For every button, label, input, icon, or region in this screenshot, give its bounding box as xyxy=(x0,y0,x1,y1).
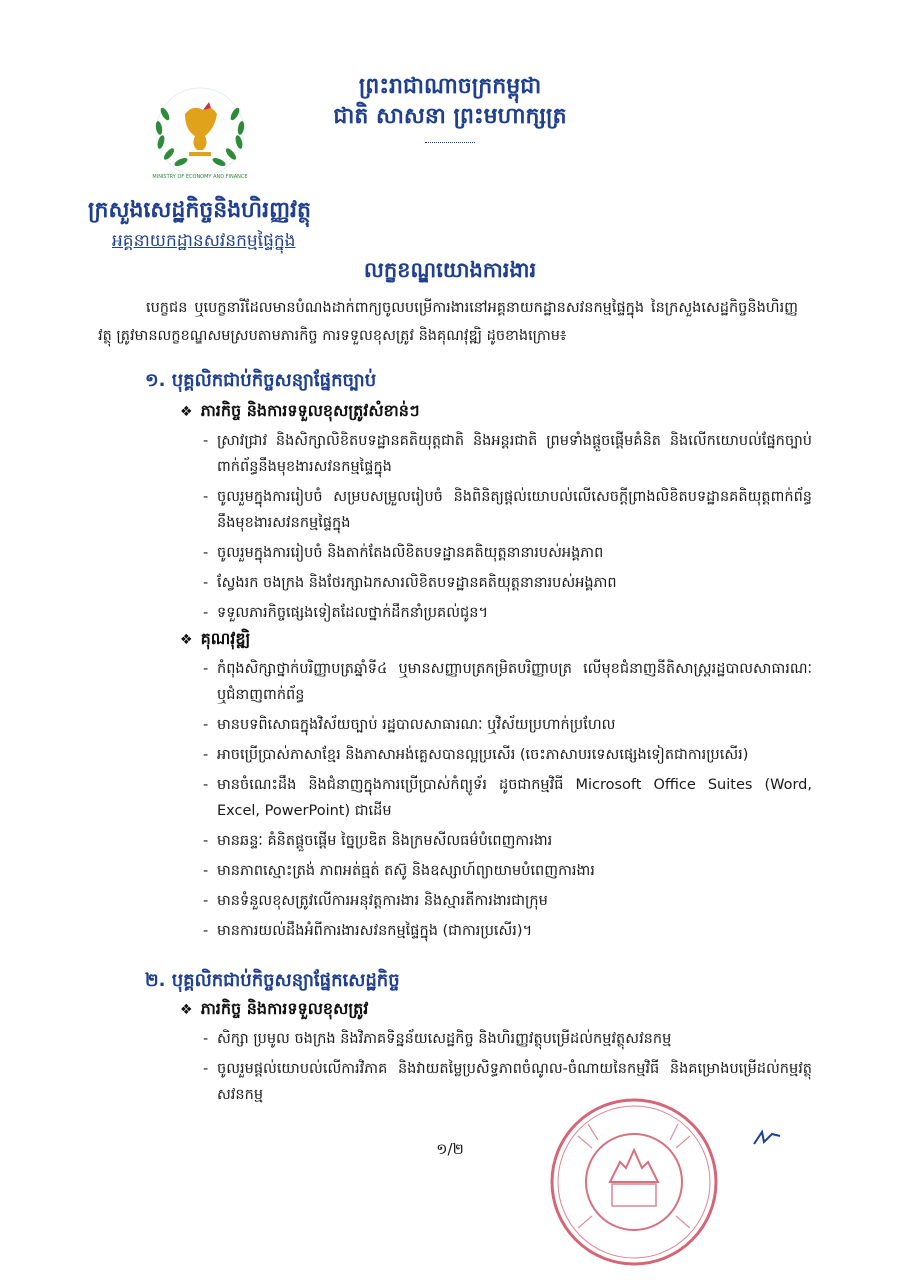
subheading-text: គុណវុឌ្ឍិ xyxy=(200,629,251,648)
list-item: - មានទំនួលខុសត្រូវលើការអនុវត្តការងារ និងស្មារតីការងារជាក្រុម xyxy=(203,888,812,914)
list-item: - មានការយល់ដឹងអំពីការងារសវនកម្មផ្ទៃក្នុង (ជាការប្រសើរ)។ xyxy=(203,918,812,944)
subheading-text: ភារកិច្ច និងការទទួលខុសត្រូវសំខាន់ៗ xyxy=(200,401,420,420)
dash-bullet: - xyxy=(203,833,209,849)
diamond-bullet-icon: ❖ xyxy=(180,1002,193,1018)
motto-divider xyxy=(425,142,475,143)
section-1-heading: ១. បុគ្គលិកជាប់កិច្ចសន្យាផ្នែកច្បាប់ xyxy=(145,370,377,391)
diamond-bullet-icon: ❖ xyxy=(180,632,193,648)
dash-bullet: - xyxy=(203,1031,209,1047)
dash-bullet: - xyxy=(203,661,209,677)
dash-bullet: - xyxy=(203,777,209,793)
dash-bullet: - xyxy=(203,1061,209,1077)
dash-bullet: - xyxy=(203,863,209,879)
list-item: - ចូលរួមក្នុងការរៀបចំ សម្របសម្រួលរៀបចំ និងពិនិត្យផ្តល់យោបល់លើសេចក្តីព្រាងលិខិតបទដ្ឋានគតិយុត្តពាក់ព័ន្ធនឹងមុខងារសវនកម្មផ្ទៃក្នុង xyxy=(203,484,812,536)
dash-bullet: - xyxy=(203,717,209,733)
kingdom-title: ព្រះរាជាណាចក្រកម្ពុជា xyxy=(358,74,542,99)
section-1-duties-heading xyxy=(180,400,420,424)
section-2-duties-heading xyxy=(180,998,368,1022)
dash-bullet: - xyxy=(203,545,209,561)
list-item: - ទទួលភារកិច្ចផ្សេងទៀតដែលថ្នាក់ដឹកនាំប្រគល់ជូន។ xyxy=(203,600,812,626)
dash-bullet: - xyxy=(203,923,209,939)
list-item: - មានចំណេះដឹង និងជំនាញក្នុងការប្រើប្រាស់កំព្យូទ័រ ដូចជាកម្មវិធី Microsoft Office Suites (Word, Excel, PowerPoint) ជាដើម xyxy=(203,772,812,824)
list-item: - មានភាពស្មោះត្រង់ ភាពអត់ធ្មត់ តស៊ូ និងឧស្សាហ៍ព្យាយាមបំពេញការងារ xyxy=(203,858,812,884)
signature-mark xyxy=(752,1128,782,1148)
list-item: - កំពុងសិក្សាថ្នាក់បរិញ្ញាបត្រឆ្នាំទី៤ ឬមានសញ្ញាបត្រកម្រិតបរិញ្ញាបត្រ លើមុខជំនាញនីតិសាស្ត្ររដ្ឋបាលសាធារណៈ ឬជំនាញពាក់ព័ន្ធ xyxy=(203,656,812,708)
logo-caption: MINISTRY OF ECONOMY AND FINANCE xyxy=(152,174,248,180)
official-stamp xyxy=(548,1096,720,1268)
list-item: - អាចប្រើប្រាស់ភាសាខ្មែរ និងភាសាអង់គ្លេសបានល្អប្រសើរ (ចេះភាសាបរទេសផ្សេងទៀតជាការប្រសើរ) xyxy=(203,742,812,768)
list-item: - មានបទពិសោធក្នុងវិស័យច្បាប់ រដ្ឋបាលសាធារណៈ ឬវិស័យប្រហាក់ប្រហែល xyxy=(203,712,812,738)
list-item: - សិក្សា ប្រមូល ចងក្រង និងវិភាគទិន្នន័យសេដ្ឋកិច្ច និងហិរញ្ញវត្ថុបម្រើដល់កម្មវត្ថុសវនកម្ម xyxy=(203,1026,812,1052)
dash-bullet: - xyxy=(203,489,209,505)
department-name: អគ្គនាយកដ្ឋានសវនកម្មផ្ទៃក្នុង xyxy=(112,231,296,251)
list-item: - ចូលរួមផ្តល់យោបល់លើការវិភាគ និងវាយតម្លៃប្រសិទ្ធភាពចំណូល-ចំណាយនៃកម្មវិធី និងគម្រោងបម្រើដល់កម្មវត្ថុសវនកម្ម xyxy=(203,1056,812,1108)
dash-bullet: - xyxy=(203,747,209,763)
ministry-name: ក្រសួងសេដ្ឋកិច្ចនិងហិរញ្ញវត្ថុ xyxy=(88,198,312,223)
diamond-bullet-icon: ❖ xyxy=(180,404,193,420)
list-item: - មានឆន្ទៈ គំនិតផ្តួចផ្តើម ច្នៃប្រឌិត និងក្រមសីលធម៌បំពេញការងារ xyxy=(203,828,812,854)
dash-bullet: - xyxy=(203,605,209,621)
list-item: - ចូលរួមក្នុងការរៀបចំ និងតាក់តែងលិខិតបទដ្ឋានគតិយុត្តនានារបស់អង្គភាព xyxy=(203,540,812,566)
page-number: ១/២ xyxy=(436,1140,464,1158)
dash-bullet: - xyxy=(203,433,209,449)
list-item: - ស្វែងរក ចងក្រង និងថែរក្សាឯកសារលិខិតបទដ្ឋានគតិយុត្តនានារបស់អង្គភាព xyxy=(203,570,812,596)
dash-bullet: - xyxy=(203,575,209,591)
national-motto: ជាតិ សាសនា ព្រះមហាក្សត្រ xyxy=(333,104,567,129)
ministry-logo xyxy=(145,84,255,182)
section-1-qualifications-heading xyxy=(180,628,250,652)
document-title: លក្ខខណ្ឌយោងការងារ xyxy=(363,258,537,282)
subheading-text: ភារកិច្ច និងការទទួលខុសត្រូវ xyxy=(200,999,369,1018)
section-2-heading: ២. បុគ្គលិកជាប់កិច្ចសន្យាផ្នែកសេដ្ឋកិច្ច xyxy=(145,970,400,991)
intro-paragraph: បេក្ខជន ឬបេក្ខនារីដែលមានបំណងដាក់ពាក្យចូលបម្រើការងារនៅអគ្គនាយកដ្ឋានសវនកម្មផ្ទៃក្នុង នៃក្រសួងសេដ្ឋកិច្ចនិងហិរញ្ញវត្ថុ ត្រូវមានលក្ខខណ្ឌសមស្របតាមភារកិច្ច ការទទួលខុសត្រូវ និងគុណវុឌ្ឍិ ដូចខាងក្រោម៖ xyxy=(98,300,798,344)
dash-bullet: - xyxy=(203,893,209,909)
list-item: - ស្រាវជ្រាវ និងសិក្សាលិខិតបទដ្ឋានគតិយុត្តជាតិ និងអន្តរជាតិ ព្រមទាំងផ្តួចផ្តើមគំនិត និងលើកយោបល់ផ្នែកច្បាប់ពាក់ព័ន្ធនឹងមុខងារសវនកម្មផ្ទៃក្នុង xyxy=(203,428,812,480)
